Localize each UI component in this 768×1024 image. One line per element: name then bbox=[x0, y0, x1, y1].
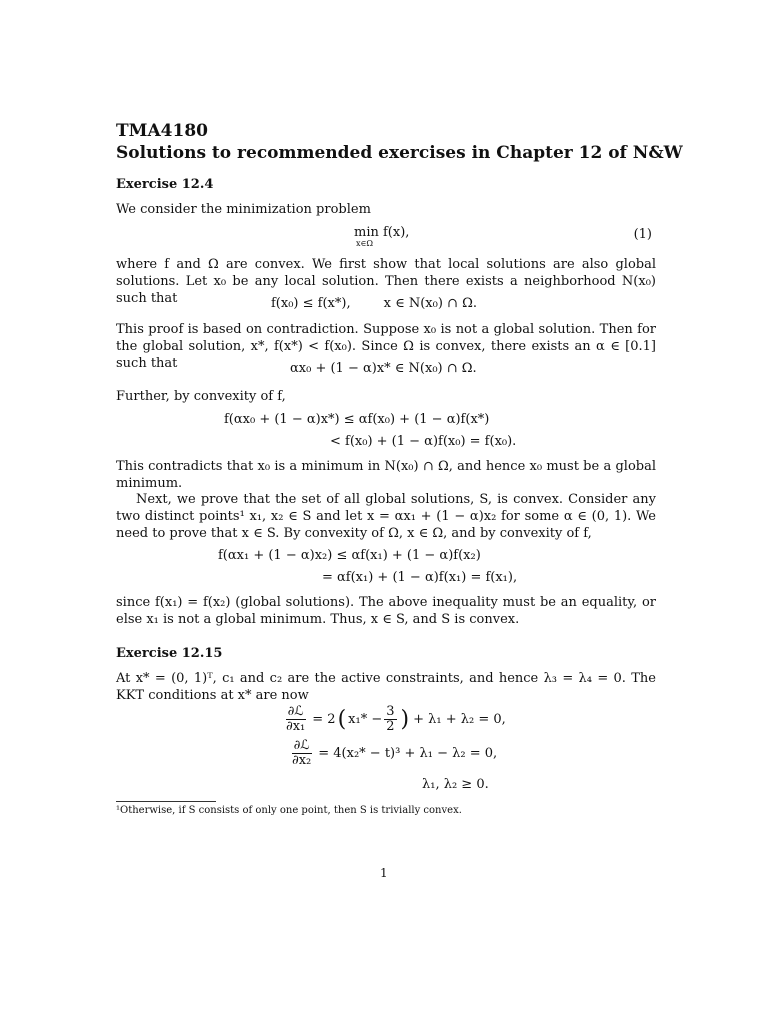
eq1-text: min f(x), bbox=[354, 225, 410, 240]
eq1-subscript: x∈Ω bbox=[356, 239, 374, 248]
eq2: f(x₀) ≤ f(x*), x ∈ N(x₀) ∩ Ω. bbox=[271, 296, 477, 311]
kkt1-derivative: $\frac{\text{∂ℒ}}{\text{∂x₁}}$ bbox=[286, 704, 306, 734]
footnote-rule bbox=[116, 801, 216, 802]
eq5-line2: = αf(x₁) + (1 − α)f(x₁) = f(x₁), bbox=[322, 570, 518, 585]
ex1-intro: We consider the minimization problem bbox=[116, 202, 371, 217]
eq3: αx₀ + (1 − α)x* ∈ N(x₀) ∩ Ω. bbox=[290, 361, 477, 376]
ex1-paragraph-6: since f(x₁) = f(x₂) (global solutions). The above inequality must be an equality, or else x₁ is not a global minimum. Thus, x ∈ S, and S is convex. bbox=[116, 595, 656, 627]
eq4-line1: f(αx₀ + (1 − α)x*) ≤ αf(x₀) + (1 − α)f(x*) bbox=[224, 412, 490, 427]
ex2-paragraph-1: At x* = (0, 1)ᵀ, c₁ and c₂ are the active constraints, and hence λ₃ = λ₄ = 0. The KKT conditions at x* are now bbox=[116, 671, 656, 703]
course-code: TMA4180 bbox=[116, 121, 208, 141]
footnote: ¹Otherwise, if S consists of only one point, then S is trivially convex. bbox=[116, 805, 462, 816]
ex1-paragraph-3: Further, by convexity of f, bbox=[116, 389, 286, 404]
ex1-paragraph-1: where f and Ω are convex. We first show that local solutions are also global solutions. Let x₀ be any local solution. Then there exists a neighborhood N(x₀) such that bbox=[116, 257, 656, 306]
eq5-line1: f(αx₁ + (1 − α)x₂) ≤ αf(x₁) + (1 − α)f(x₂) bbox=[218, 548, 481, 563]
document-title: Solutions to recommended exercises in Chapter 12 of N&W bbox=[116, 143, 683, 163]
kkt2-derivative: $\frac{\text{∂ℒ}}{\text{∂x₂}}$ bbox=[292, 738, 312, 768]
eq1-number: (1) bbox=[633, 227, 652, 242]
kkt-equation-2: $\frac{\text{∂ℒ}}{\text{∂x₂}}$ = 4(x₂* − t)³ + λ₁ − λ₂ = 0, bbox=[292, 738, 498, 768]
kkt-equation-3: λ₁, λ₂ ≥ 0. bbox=[422, 777, 489, 792]
ex1-paragraph-4: This contradicts that x₀ is a minimum in N(x₀) ∩ Ω, and hence x₀ must be a global minimum. bbox=[116, 459, 656, 491]
exercise-12-15-heading: Exercise 12.15 bbox=[116, 646, 223, 661]
exercise-12-4-heading: Exercise 12.4 bbox=[116, 177, 214, 192]
ex1-paragraph-5: Next, we prove that the set of all global solutions, S, is convex. Consider any two distinct points¹ x₁, x₂ ∈ S and let x = αx₁ + (1 − α)x₂ for some α ∈ (0, 1). We need to prove that x ∈ S. By convexity of Ω, x ∈ Ω, and by convexity of f, bbox=[116, 492, 656, 541]
ex1-paragraph-2: This proof is based on contradiction. Suppose x₀ is not a global solution. Then for the global solution, x*, f(x*) < f(x₀). Since Ω is convex, there exists an α ∈ [0.1] such that bbox=[116, 322, 656, 371]
kkt-equation-1: $\frac{\text{∂ℒ}}{\text{∂x₁}}$ = 2 ( x₁* − $\frac{3}{2}$ ) + λ₁ + λ₂ = 0, bbox=[286, 704, 506, 734]
eq1 bbox=[354, 225, 409, 240]
kkt1-fraction: $\frac{3}{2}$ bbox=[386, 704, 395, 734]
page-number: 1 bbox=[380, 866, 388, 880]
eq4-line2: < f(x₀) + (1 − α)f(x₀) = f(x₀). bbox=[330, 434, 517, 449]
